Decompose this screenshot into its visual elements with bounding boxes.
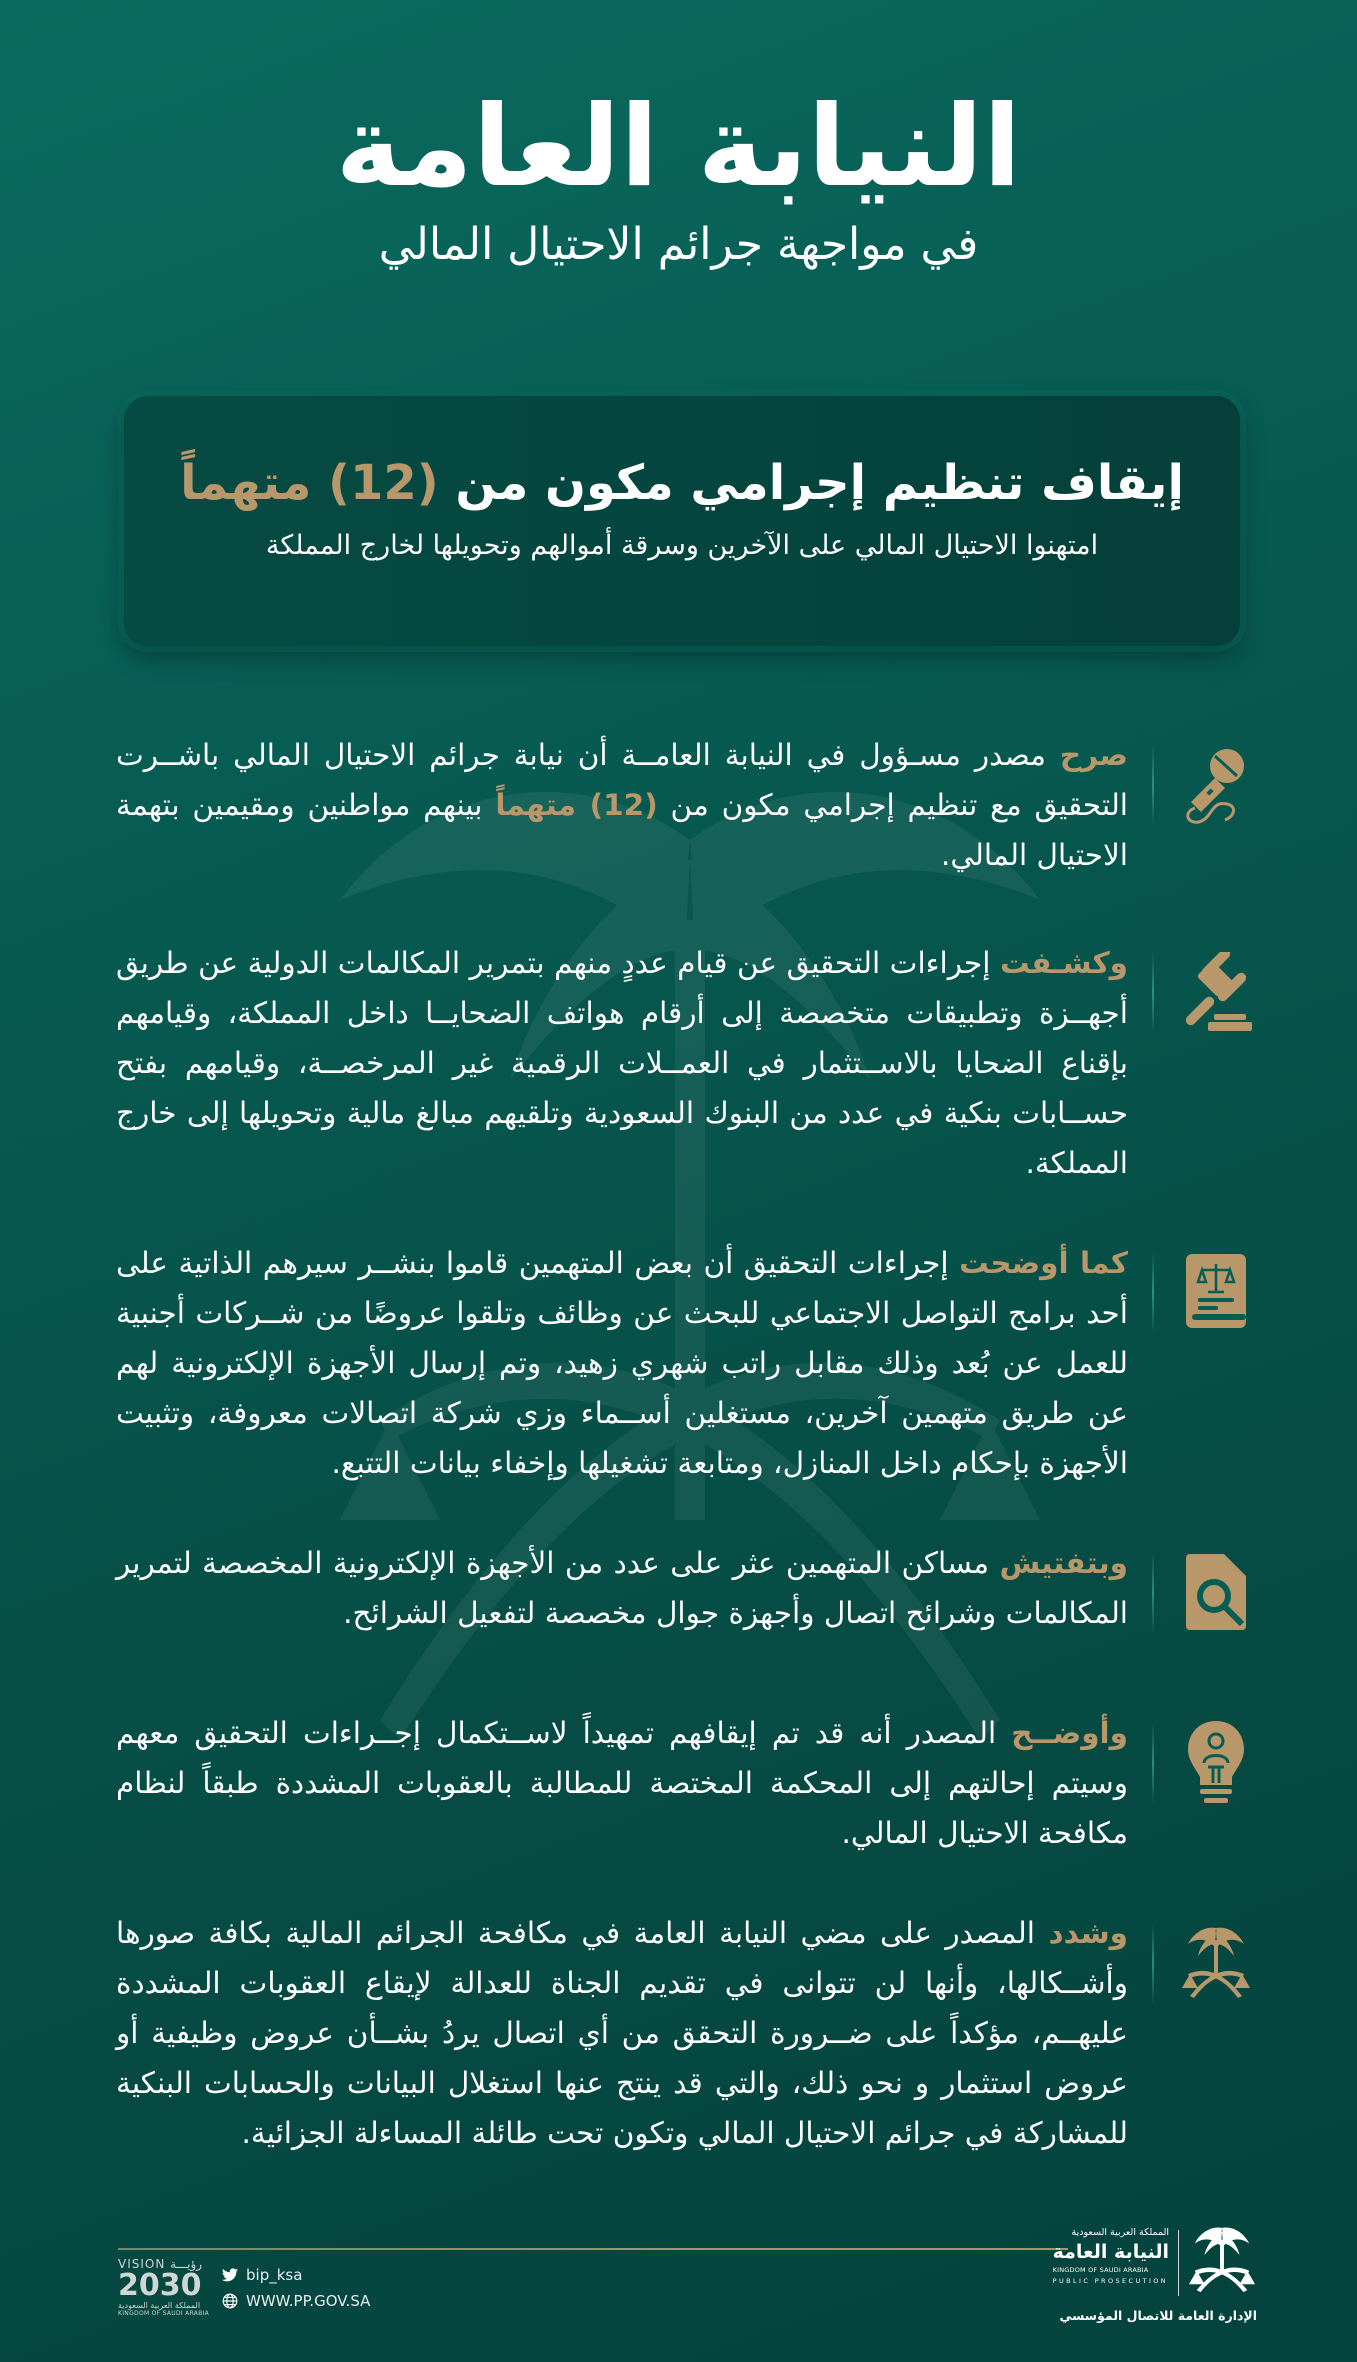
public-prosecution-logo: [1037, 2224, 1257, 2334]
accused-count-highlight: (12) متهماً: [495, 788, 658, 822]
statement-text: [116, 938, 1128, 1188]
twitter-handle: bip_ksa: [246, 2266, 303, 2284]
gavel-icon: [1176, 946, 1256, 1038]
law-book-icon: [1176, 1246, 1256, 1338]
microphone-icon: [1176, 738, 1256, 830]
logo-separator: [1178, 2230, 1179, 2296]
headline-subtitle: امتهنوا الاحتيال المالي على الآخرين وسرقة أموالهم وتحويلها لخارج المملكة: [265, 530, 1099, 562]
statement-item: [116, 938, 1256, 1178]
vision-label-ar: رؤيـــة: [170, 2257, 203, 2271]
logo-org-en: PUBLIC PROSECUTION: [1052, 2277, 1169, 2285]
website-url: WWW.PP.GOV.SA: [246, 2292, 371, 2310]
document-search-icon: [1176, 1546, 1256, 1638]
website-link[interactable]: [222, 2288, 370, 2314]
headline-box: [124, 396, 1240, 646]
statement-item: [116, 1708, 1256, 1858]
statement-text-part: مصدر مسـؤول في النيابة العامــة أن نيابة جرائم الاحتيال المالي باشــرت التحقيق مع تنظيم إجرامي مكون من: [116, 738, 1129, 822]
twitter-link[interactable]: [222, 2262, 370, 2288]
main-title: النيابة العامة: [335, 82, 1022, 212]
logo-text: [1053, 2226, 1169, 2286]
vision-kingdom-en: KINGDOM OF SAUDI ARABIA: [118, 2310, 210, 2317]
vision-year: 2030: [118, 2268, 202, 2303]
header: [0, 80, 1357, 274]
headline-title: [124, 452, 1240, 514]
statement-lead: وبتفتيش: [999, 1546, 1128, 1580]
statement-item: [116, 1538, 1256, 1658]
lightbulb-person-icon: [1176, 1716, 1256, 1808]
statement-text: [116, 1538, 1128, 1638]
headline-title-text: إيقاف تنظيم إجرامي مكون من: [455, 455, 1184, 511]
item-divider: [1152, 1722, 1154, 1804]
statement-item: [116, 1908, 1256, 2148]
statement-item: [116, 1238, 1256, 1478]
statement-text-part: مساكن المتهمين عثر على عدد من الأجهزة الإلكترونية المخصصة لتمرير المكالمات وشرائح اتصال وأجهزة جوال مخصصة لتفعيل الشرائح.: [116, 1546, 1128, 1630]
vision-label-en: VISION: [118, 2257, 166, 2271]
statement-text-part: المصدر أنه قد تم إيقافهم تمهيداً لاســتكمال إجــراءات التحقيق معهم وسيتم إحالتهم إلى المحكمة المختصة للمطالبة بالعقوبات المشددة طبقاً لنظام مكافحة الاحتيال المالي.: [116, 1716, 1128, 1850]
contact-info: [222, 2262, 370, 2314]
item-divider: [1152, 744, 1154, 826]
footer-divider: [118, 2248, 1068, 2250]
logo-kingdom-en: KINGDOM OF SAUDI ARABIA: [1052, 2266, 1149, 2274]
statement-text: [116, 1708, 1128, 1858]
statement-lead: كما أوضحت: [959, 1246, 1128, 1280]
globe-icon: [222, 2293, 238, 2309]
logo-org-ar: النيابة العامة: [1052, 2241, 1169, 2263]
item-divider: [1152, 1922, 1154, 2004]
statement-lead: صرح: [1059, 738, 1128, 772]
twitter-icon: [222, 2268, 238, 2282]
statement-text: [116, 1908, 1128, 2158]
statement-lead: وكشـفت: [999, 946, 1128, 980]
statement-text-part: المصدر على مضي النيابة العامة في مكافحة الجرائم المالية بكافة صورها وأشــكالها، وأنها لن تتوانى في تقديم الجناة للعدالة لإيقاع العقوبات المشددة عليهــم، مؤكداً على ضــرورة التحقق من أي اتصال يردُ بشــأن عروض وظيفية أو عروض استثمار و نحو ذلك، والتي قد ينتج عنها استغلال البيانات والحسابات البنكية للمشاركة في جرائم الاحتيال المالي وتكون تحت طائلة المساءلة الجزائية.: [116, 1916, 1128, 2150]
saudi-emblem-logo-icon: [1187, 2224, 1257, 2296]
subtitle: في مواجهة جرائم الاحتيال المالي: [378, 219, 979, 271]
statement-text-part: بينهم مواطنين ومقيمين بتهمة الاحتيال المالي.: [116, 788, 1128, 872]
statement-text-part: إجراءات التحقيق أن بعض المتهمين قاموا بنشــر سيرهم الذاتية على أحد برامج التواصل الاجتماعي للبحث عن وظائف وتلقوا عروضًا من شــركات أجنبية للعمل عن بُعد وذلك مقابل راتب شهري زهيد، وتم إرسال الأجهزة الإلكترونية لهم عن طريق متهمين آخرين، مستغلين أســماء وزي شركة اتصالات معروفة، وتثبيت الأجهزة بإحكام داخل المنازل، ومتابعة تشغيلها وإخفاء بيانات التتبع.: [116, 1246, 1128, 1480]
statement-text: [116, 730, 1128, 880]
item-divider: [1152, 1552, 1154, 1634]
vision-kingdom-ar: المملكة العربية السعودية: [118, 2301, 201, 2310]
logo-kingdom-ar: المملكة العربية السعودية: [1071, 2227, 1169, 2238]
statement-lead: وأوضــح: [1011, 1716, 1128, 1750]
item-divider: [1152, 952, 1154, 1034]
statement-text-part: إجراءات التحقيق عن قيام عددٍ منهم بتمرير المكالمات الدولية عن طريق أجهــزة وتطبيقات متخصصة إلى أرقام هواتف الضحايــا داخل المملكة، وقيامهم بإقناع الضحايا بالاســتثمار في العمــلات الرقمية غير المرخصــة، وقيامهم بفتح حســابات بنكية في عدد من البنوك السعودية وتلقيهم مبالغ مالية وتحويلها إلى خارج المملكة.: [116, 946, 1128, 1180]
department-name: الإدارة العامة للاتصال المؤسسي: [1059, 2308, 1257, 2323]
statement-lead: وشدد: [1048, 1916, 1128, 1950]
vision-2030-logo: [118, 2257, 218, 2327]
item-divider: [1152, 1252, 1154, 1334]
headline-count-highlight: (12) متهماً: [180, 455, 439, 511]
statement-text: [116, 1238, 1128, 1488]
statement-item: [116, 730, 1256, 890]
saudi-emblem-icon: [1176, 1916, 1256, 2008]
